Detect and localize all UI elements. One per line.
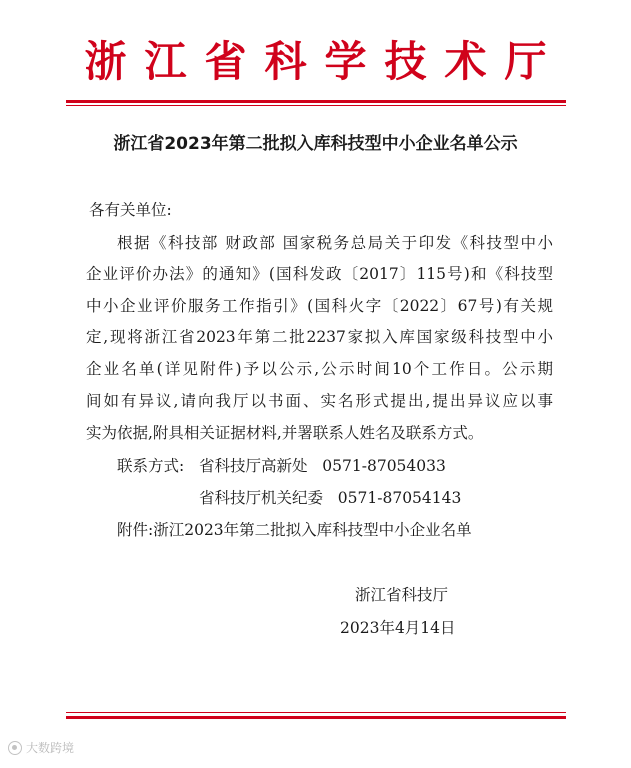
attachment-line: 附件:浙江2023年第二批拟入库科技型中小企业名单 [117,521,472,539]
paragraph-line: 根据《科技部 财政部 国家税务总局关于印发《科技型中小 [117,234,553,252]
paragraph-line: 企业评价办法》的通知》(国科发政〔2017〕115号)和《科技型 [86,265,553,283]
paragraph-line: 实为依据,附具相关证据材料,并署联系人姓名及联系方式。 [86,424,484,442]
paragraph-line: 中小企业评价服务工作指引》(国科火字〔2022〕67号)有关规 [86,297,553,315]
salutation: 各有关单位: [89,201,172,219]
letterhead-rule-thin [66,105,566,106]
document-title: 浙江省2023年第二批拟入库科技型中小企业名单公示 [113,134,518,154]
paragraph-line: 间如有异议,请向我厅以书面、实名形式提出,提出异议应以事 [86,392,553,410]
paragraph-line: 企业名单(详见附件)予以公示,公示时间10个工作日。公示期 [86,360,553,378]
letterhead-title: 浙江省科学技术厅 [84,37,565,86]
footer-rule-thick [66,716,566,719]
watermark-text: 大数跨境 [26,741,75,755]
signature-org: 浙江省科技厅 [355,586,449,604]
contact-line-1: 省科技厅高新处 0571-87054033 [199,457,446,475]
letterhead-rule-thick [66,100,566,103]
contact-label: 联系方式: [117,457,185,475]
watermark-logo-icon [8,741,22,755]
contact-line-2: 省科技厅机关纪委 0571-87054143 [199,489,462,507]
watermark [8,739,74,756]
signature-date: 2023年4月14日 [340,619,456,637]
footer-rule-thin [66,712,566,713]
paragraph-line: 定,现将浙江省2023年第二批2237家拟入库国家级科技型中小 [86,328,553,346]
